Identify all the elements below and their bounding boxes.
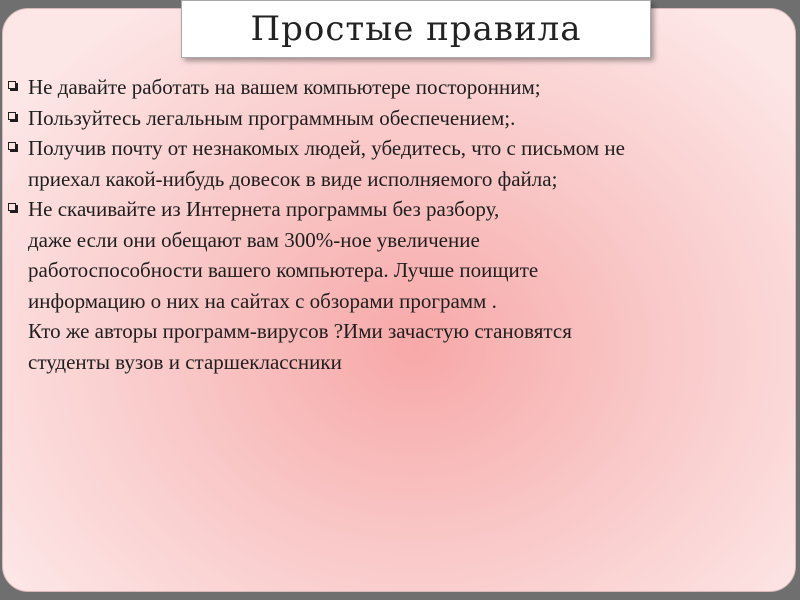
list-item-text: Кто же авторы программ-вирусов ?Ими зачастую становятся [28,319,572,343]
list-item [8,194,794,377]
list-item-text: Пользуйтесь легальным программным обеспечением;. [28,105,516,130]
list-item-text: Не давайте работать на вашем компьютере посторонним; [28,75,541,99]
slide-title-text: Простые правила [250,9,582,49]
bullet-list [8,72,794,377]
square-bullet-icon [8,81,24,89]
list-item-text: работоспособности вашего компьютера. Лучше поищите [28,258,539,282]
list-item [8,133,794,194]
list-item [8,103,794,134]
list-item-text: Получив почту от незнакомых людей, убедитесь, что с письмом не [28,136,625,160]
list-item [8,72,794,103]
slide-title [181,0,651,58]
list-item-text: даже если они обещают вам 300%-ное увеличение [28,227,480,252]
list-item-text: Не скачивайте из Интернета программы без разбору, [28,197,500,221]
list-item-text: информацию о них на сайтах с обзорами программ . [28,288,497,313]
square-bullet-icon [8,112,24,120]
square-bullet-icon [8,203,24,211]
list-item-text: студенты вузов и старшеклассники [28,349,342,374]
square-bullet-icon [8,142,24,150]
list-item-text: приехал какой-нибудь довесок в виде исполняемого файла; [28,166,558,191]
